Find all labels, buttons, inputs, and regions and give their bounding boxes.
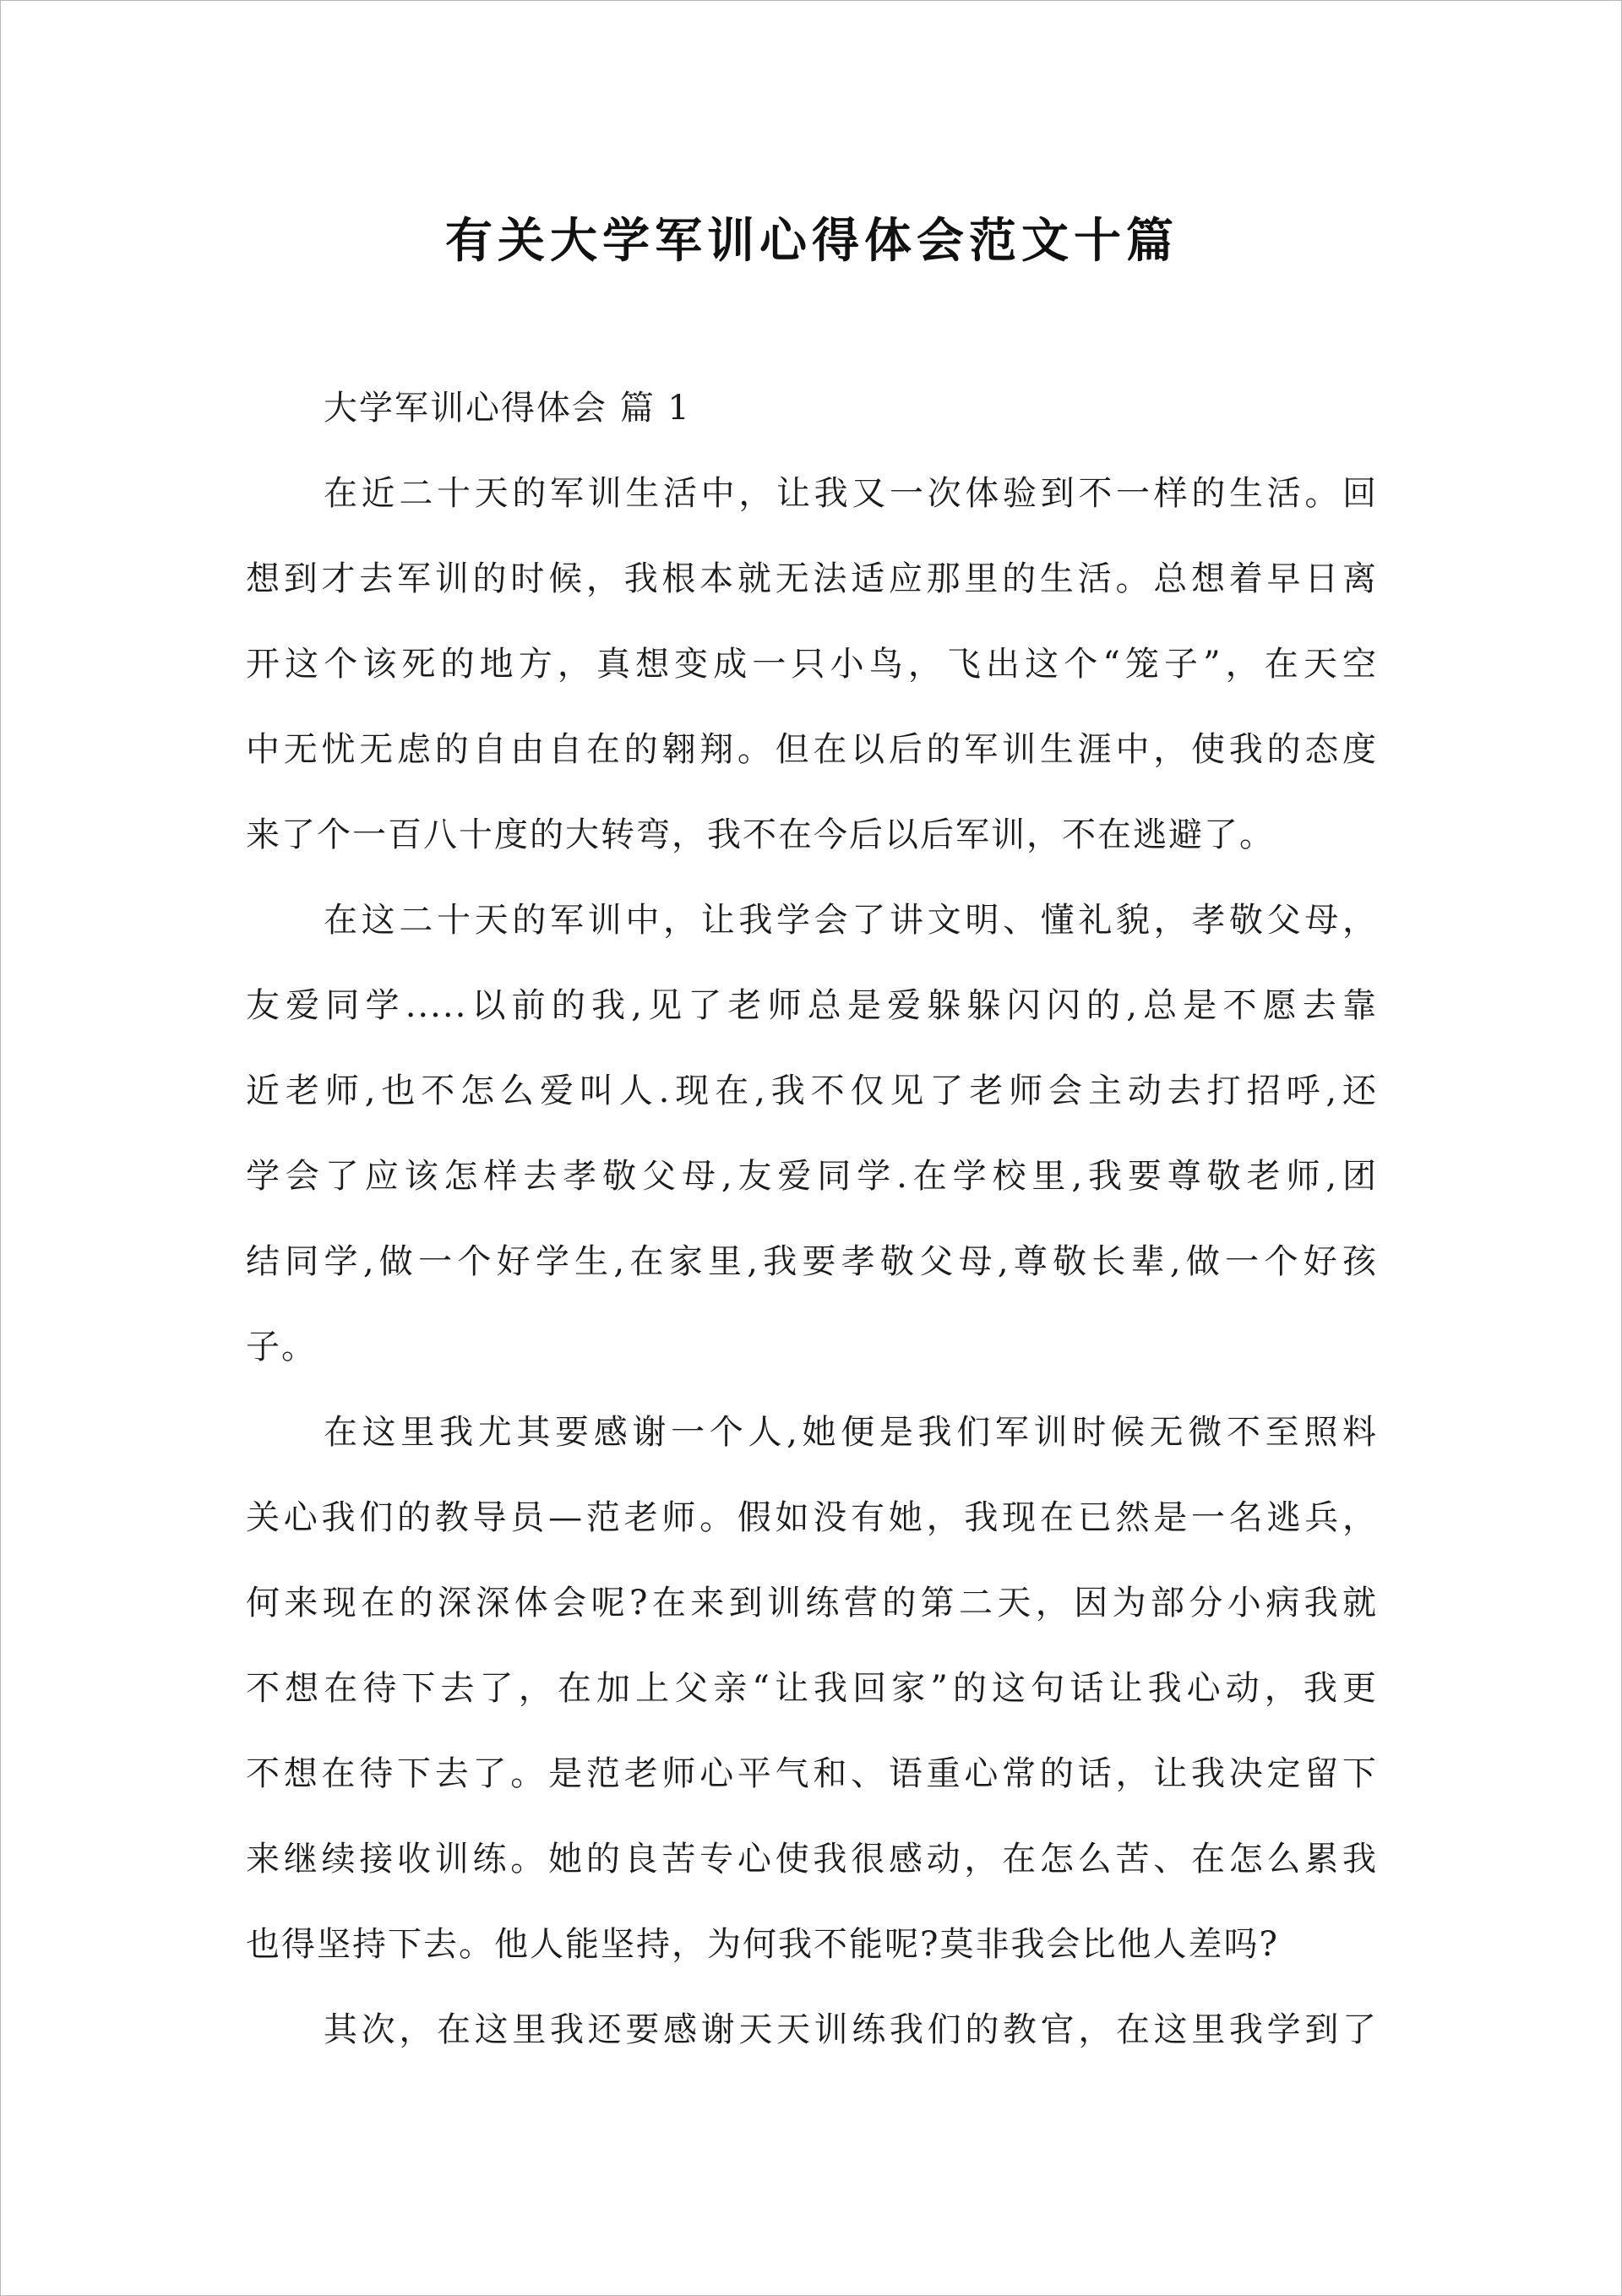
text-line: 在这二十天的军训中，让我学会了讲文明、懂礼貌，孝敬父母， (324, 901, 1378, 940)
text-line: 子。 (246, 1328, 317, 1366)
text-line: 来继续接收训练。她的良苦专心使我很感动，在怎么苦、在怎么累我 (246, 1840, 1378, 1879)
text-line: 开这个该死的地方，真想变成一只小鸟，飞出这个“笼子”，在天空 (246, 645, 1378, 684)
text-line: 不想在待下去了。是范老师心平气和、语重心常的话，让我决定留下 (246, 1754, 1378, 1793)
text-line: 不想在待下去了，在加上父亲“让我回家”的这句话让我心动，我更 (246, 1669, 1378, 1708)
text-line: 来了个一百八十度的大转弯，我不在今后以后军训，不在逃避了。 (246, 815, 1275, 854)
document-title: 有关大学军训心得体会范文十篇 (445, 213, 1178, 269)
text-line: 想到才去军训的时候，我根本就无法适应那里的生活。总想着早日离 (246, 559, 1378, 598)
text-line: 在近二十天的军训生活中，让我又一次体验到不一样的生活。回 (324, 474, 1378, 513)
text-line: 何来现在的深深体会呢?在来到训练营的第二天，因为部分小病我就 (246, 1584, 1378, 1622)
text-line: 友爱同学.....以前的我,见了老师总是爱躲躲闪闪的,总是不愿去靠 (246, 986, 1378, 1025)
text-line: 近老师,也不怎么爱叫人.现在,我不仅见了老师会主动去打招呼,还 (246, 1072, 1378, 1110)
text-line: 其次，在这里我还要感谢天天训练我们的教官，在这里我学到了 (324, 2010, 1378, 2049)
text-line: 在这里我尤其要感谢一个人,她便是我们军训时候无微不至照料 (324, 1413, 1378, 1452)
text-line: 学会了应该怎样去孝敬父母,友爱同学.在学校里,我要尊敬老师,团 (246, 1157, 1378, 1196)
text-line: 关心我们的教导员—范老师。假如没有她，我现在已然是一名逃兵， (246, 1498, 1378, 1537)
text-line: 也得坚持下去。他人能坚持，为何我不能呢?莫非我会比他人差吗? (246, 1925, 1279, 1964)
text-line: 大学军训心得体会 篇 1 (324, 389, 691, 428)
text-line: 中无忧无虑的自由自在的翱翔。但在以后的军训生涯中，使我的态度 (246, 730, 1378, 769)
document-body (246, 366, 1378, 2073)
text-line: 结同学,做一个好学生,在家里,我要孝敬父母,尊敬长辈,做一个好孩 (246, 1242, 1378, 1281)
